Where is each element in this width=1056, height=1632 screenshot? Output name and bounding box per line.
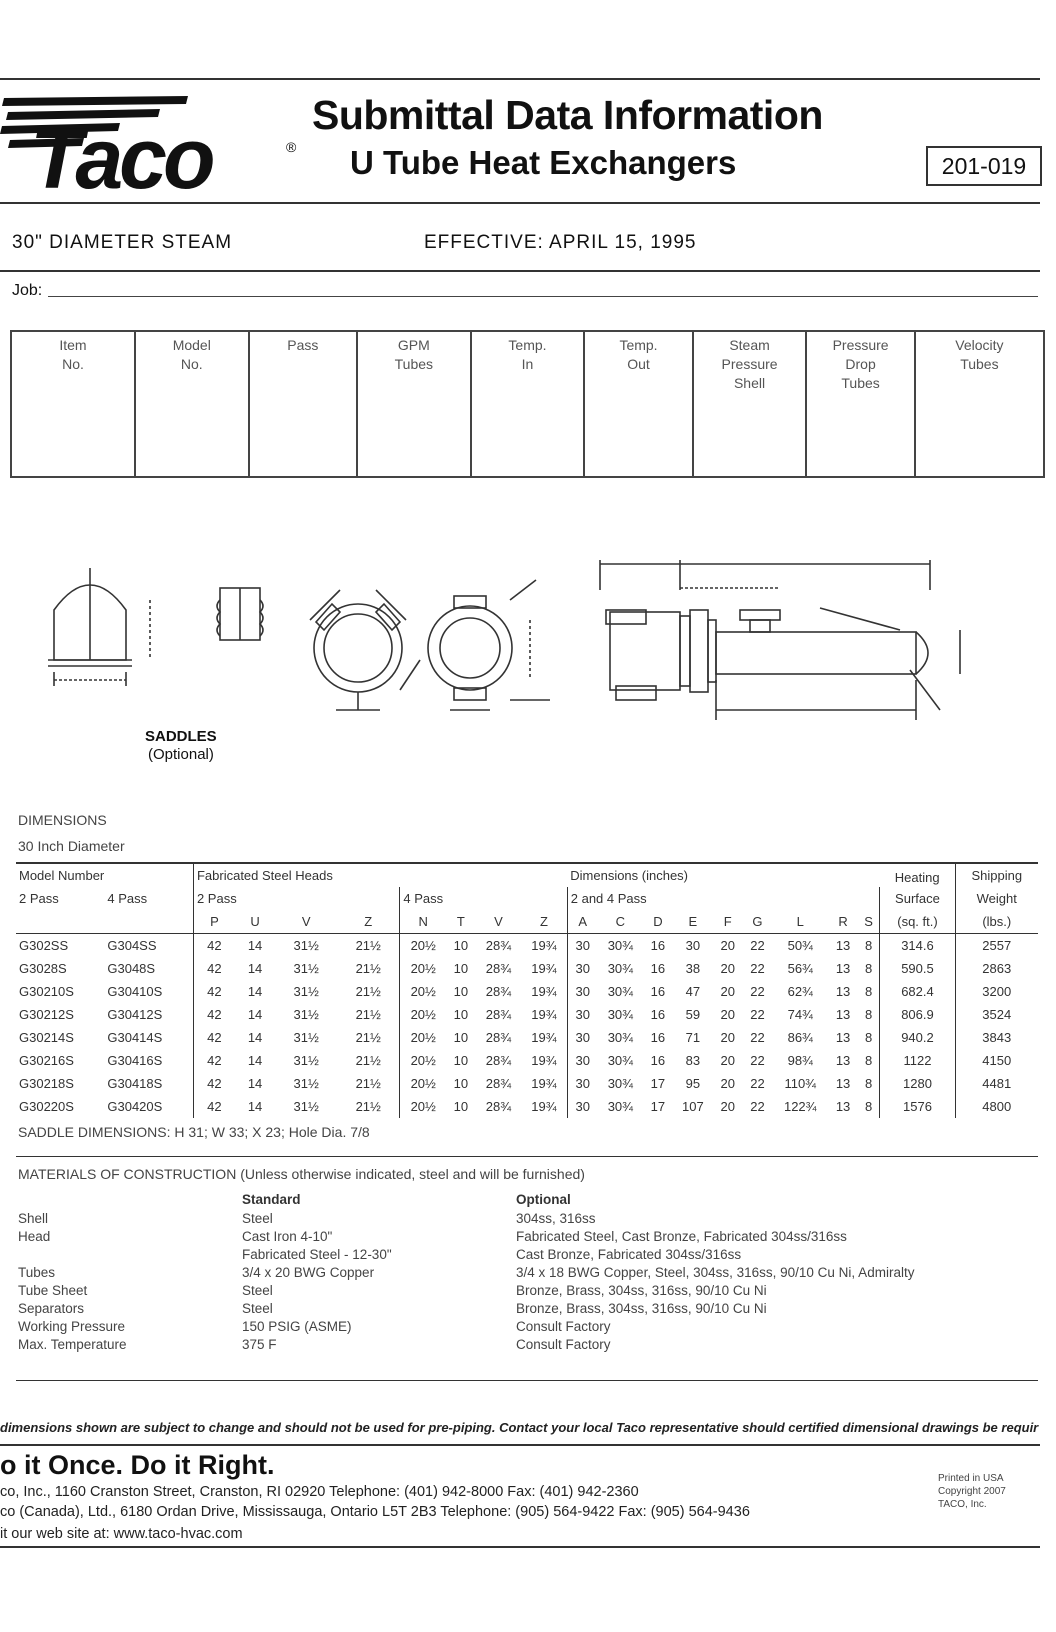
table-cell: 98¾ <box>787 1053 813 1068</box>
table-cell: 20 <box>720 984 735 999</box>
table-row <box>16 1026 1038 1049</box>
materials-standard-item: Steel <box>242 1211 273 1226</box>
effective-date: EFFECTIVE: APRIL 15, 1995 <box>424 232 697 253</box>
col-g: G <box>743 910 773 934</box>
saddle-dimensions: SADDLE DIMENSIONS: H 31; W 33; X 23; Hole Dia. 7/8 <box>18 1124 370 1140</box>
table-cell: 122¾ <box>783 1099 817 1114</box>
materials-standard-item: 150 PSIG (ASME) <box>242 1319 352 1334</box>
table-cell: 16 <box>650 1007 666 1022</box>
table-cell: 14 <box>247 1007 263 1022</box>
table-cell: 2557 <box>982 938 1012 953</box>
materials-labels-item <box>18 1246 127 1264</box>
materials-optional-item: 3/4 x 18 BWG Copper, Steel, 304ss, 316ss, 90/10 Cu Ni, Admiralty <box>516 1265 915 1280</box>
col-c: C <box>598 910 643 934</box>
hdr-model-number: Model Number <box>16 863 193 887</box>
col-item-no[interactable]: Item No. <box>11 331 135 477</box>
table-cell: G304SS <box>104 934 193 958</box>
website-link[interactable]: it our web site at: www.taco-hvac.com <box>0 1526 243 1542</box>
materials-optional <box>516 1210 914 1354</box>
materials-labels-item: Separators <box>18 1301 85 1316</box>
table-cell: 30 <box>575 1053 590 1068</box>
header-rule <box>0 202 1040 204</box>
col-z2: Z <box>521 910 567 934</box>
col-p: P <box>193 910 234 934</box>
table-cell: 31½ <box>293 1053 319 1068</box>
table-cell: G30420S <box>104 1095 193 1118</box>
materials-optional-header: Optional <box>516 1192 571 1207</box>
table-cell: G30212S <box>19 1007 74 1022</box>
hdr-weight: Weight <box>976 891 1017 906</box>
table-cell: 8 <box>858 1049 880 1072</box>
table-cell: 14 <box>247 1099 263 1114</box>
materials-optional-item: Cast Bronze, Fabricated 304ss/316ss <box>516 1247 742 1262</box>
table-cell: 19¾ <box>521 934 567 958</box>
materials-standard-item: 3/4 x 20 BWG Copper <box>242 1265 375 1280</box>
table-cell: 21½ <box>337 1026 400 1049</box>
table-cell: 10 <box>453 1099 469 1114</box>
table-cell: 22 <box>750 961 765 976</box>
table-cell: 8 <box>858 934 880 958</box>
materials-optional-item: 304ss, 316ss <box>516 1211 596 1226</box>
col-u: U <box>235 910 275 934</box>
table-cell: 10 <box>453 984 469 999</box>
table-cell: 20½ <box>410 1053 436 1068</box>
table-cell: 59 <box>685 1007 701 1022</box>
document-number: 201-019 <box>926 146 1042 186</box>
materials-labels-item: Tubes <box>18 1265 56 1280</box>
table-cell: 42 <box>207 1076 222 1091</box>
slogan: o it Once. Do it Right. <box>0 1450 275 1480</box>
table-cell: 20½ <box>410 1076 436 1091</box>
table-cell: 31½ <box>293 938 319 953</box>
table-row <box>16 934 1038 958</box>
page-title: Submittal Data Information <box>312 92 823 138</box>
table-cell: 590.5 <box>880 957 955 980</box>
table-cell: 62¾ <box>787 984 813 999</box>
hdr-surface: Surface <box>880 887 955 910</box>
materials-title: MATERIALS OF CONSTRUCTION (Unless otherwise indicated, steel and will be furnished) <box>18 1166 585 1182</box>
table-cell: 56¾ <box>787 961 813 976</box>
saddles-label: SADDLES <box>145 728 217 745</box>
table-cell: 30 <box>575 1076 590 1091</box>
table-cell: 16 <box>650 1053 666 1068</box>
table-cell: 50¾ <box>787 938 813 953</box>
table-cell: 28¾ <box>485 1099 512 1114</box>
shell-end-view <box>428 580 550 710</box>
table-cell: 30¾ <box>607 1099 634 1114</box>
table-cell: 13 <box>835 1099 851 1114</box>
table-cell: 16 <box>650 961 666 976</box>
table-cell: 13 <box>835 961 851 976</box>
materials-labels-item: Tube Sheet <box>18 1283 88 1298</box>
table-cell: 19¾ <box>521 1072 567 1095</box>
table-cell: 28¾ <box>485 938 512 953</box>
table-cell: 21½ <box>337 1049 400 1072</box>
table-cell: 13 <box>835 1030 851 1045</box>
table-cell: 21½ <box>337 980 400 1003</box>
disclaimer: dimensions shown are subject to change and should not be used for pre-piping. Contact your local Taco representative should certified dimensional drawings be requir <box>0 1420 1039 1435</box>
col-temp-out[interactable]: Temp. Out <box>584 331 692 477</box>
table-cell: 20 <box>720 1076 735 1091</box>
table-cell: 14 <box>247 1076 263 1091</box>
submittal-table <box>10 330 1045 478</box>
header-rule-2 <box>0 270 1040 272</box>
table-cell: 30 <box>575 1099 590 1114</box>
hdr-heating: Heating <box>880 863 955 887</box>
top-rule <box>0 78 1040 80</box>
dimensions-title: DIMENSIONS <box>18 812 107 828</box>
table-cell: 8 <box>858 1026 880 1049</box>
table-cell: 17 <box>650 1076 666 1091</box>
materials-optional-item: Bronze, Brass, 304ss, 316ss, 90/10 Cu Ni <box>516 1301 767 1316</box>
hdr-two-pass: 2 Pass <box>19 891 59 906</box>
materials-labels-item: Shell <box>18 1211 49 1226</box>
table-cell: 20 <box>720 938 735 953</box>
table-cell: 20 <box>720 1007 735 1022</box>
col-l: L <box>772 910 828 934</box>
table-cell: 28¾ <box>485 984 512 999</box>
col-n: N <box>400 910 446 934</box>
materials-standard-item: 375 F <box>242 1337 277 1352</box>
table-cell: 20 <box>720 1053 735 1068</box>
saddles-optional-note: (Optional) <box>148 746 214 763</box>
job-line[interactable] <box>48 296 1038 297</box>
table-cell: G30218S <box>19 1076 74 1091</box>
table-cell: 8 <box>858 1072 880 1095</box>
table-cell: 19¾ <box>521 1003 567 1026</box>
table-cell: 16 <box>650 1030 666 1045</box>
table-cell: 31½ <box>293 984 319 999</box>
table-cell: 8 <box>858 1095 880 1118</box>
table-cell: 16 <box>650 984 666 999</box>
table-cell: 10 <box>453 1030 469 1045</box>
table-cell: 940.2 <box>880 1026 955 1049</box>
col-model-no[interactable]: Model No. <box>135 331 249 477</box>
col-r: R <box>828 910 858 934</box>
materials-optional-item: Fabricated Steel, Cast Bronze, Fabricated 304ss/316ss <box>516 1229 847 1244</box>
table-cell: 42 <box>207 1099 222 1114</box>
col-gpm-tubes[interactable]: GPM Tubes <box>357 331 471 477</box>
table-cell: G30214S <box>19 1030 74 1045</box>
table-cell: 22 <box>750 984 765 999</box>
table-cell: 42 <box>207 984 222 999</box>
table-cell: 31½ <box>293 1030 319 1045</box>
table-cell: 8 <box>858 1003 880 1026</box>
materials-labels-item: Working Pressure <box>18 1319 126 1334</box>
table-cell: 19¾ <box>521 980 567 1003</box>
table-cell: G30410S <box>104 980 193 1003</box>
col-s: S <box>858 910 880 934</box>
materials-optional-item: Consult Factory <box>516 1337 611 1352</box>
table-cell: 30 <box>575 1007 590 1022</box>
table-cell: G30220S <box>19 1099 74 1114</box>
materials-labels-item: Head <box>18 1229 51 1244</box>
table-cell: 28¾ <box>485 1076 512 1091</box>
table-cell: 4800 <box>982 1099 1012 1114</box>
materials-bottom-rule <box>16 1380 1038 1381</box>
materials-standard-item: Cast Iron 4-10" <box>242 1229 333 1244</box>
table-cell: 95 <box>685 1076 701 1091</box>
table-cell: G30210S <box>19 984 74 999</box>
saddle-side-view <box>217 588 263 640</box>
table-row <box>16 1003 1038 1026</box>
col-velocity[interactable]: Velocity Tubes <box>915 331 1044 477</box>
table-cell: 14 <box>247 1030 263 1045</box>
table-cell: G302SS <box>19 938 69 953</box>
table-cell: 42 <box>207 1007 222 1022</box>
table-cell: G3028S <box>19 961 67 976</box>
col-v2: V <box>476 910 521 934</box>
table-cell: 71 <box>685 1030 701 1045</box>
table-cell: 31½ <box>293 1007 319 1022</box>
table-cell: 31½ <box>293 1076 319 1091</box>
table-row <box>16 957 1038 980</box>
unit-weight: (lbs.) <box>955 910 1038 934</box>
table-cell: 20½ <box>410 1099 436 1114</box>
table-cell: 42 <box>207 938 222 953</box>
page-subtitle: U Tube Heat Exchangers <box>350 144 737 181</box>
table-cell: 30¾ <box>607 961 634 976</box>
table-cell: 3200 <box>982 984 1012 999</box>
table-cell: 14 <box>247 961 263 976</box>
footer-rule <box>0 1444 1040 1446</box>
printed-info: Printed in USA Copyright 2007 TACO, Inc. <box>938 1473 1006 1510</box>
materials-rule <box>16 1156 1038 1157</box>
table-cell: 31½ <box>293 1099 319 1114</box>
table-row <box>16 1072 1038 1095</box>
table-cell: 1280 <box>880 1072 955 1095</box>
table-cell: 20½ <box>410 984 436 999</box>
table-cell: 30 <box>575 938 590 953</box>
table-cell: G30414S <box>104 1026 193 1049</box>
table-cell: G3048S <box>104 957 193 980</box>
table-cell: 30¾ <box>607 938 634 953</box>
table-cell: 13 <box>835 1007 851 1022</box>
materials-standard <box>242 1210 392 1354</box>
hdr-four-pass: 4 Pass <box>104 887 193 910</box>
table-cell: 107 <box>681 1099 704 1114</box>
table-cell: 19¾ <box>521 1049 567 1072</box>
table-cell: 10 <box>453 938 469 953</box>
col-temp-in[interactable]: Temp. In <box>471 331 585 477</box>
table-cell: 83 <box>685 1053 701 1068</box>
table-cell: 19¾ <box>521 1026 567 1049</box>
table-cell: 30¾ <box>607 984 634 999</box>
table-cell: 20 <box>720 1099 735 1114</box>
table-cell: 21½ <box>337 957 400 980</box>
hdr-fabricated: Fabricated Steel Heads <box>193 863 399 887</box>
address-canada: co (Canada), Ltd., 6180 Ordan Drive, Mississauga, Ontario L5T 2B3 Telephone: (905) 564-9422 Fax: (905) 564-9436 <box>0 1504 750 1520</box>
table-cell: 2863 <box>982 961 1012 976</box>
col-pressure-drop[interactable]: Pressure Drop Tubes <box>806 331 914 477</box>
dimensions-table <box>16 862 1038 1118</box>
table-cell: 30 <box>575 1030 590 1045</box>
table-cell: 20½ <box>410 938 436 953</box>
table-cell: 10 <box>453 1076 469 1091</box>
table-cell: 28¾ <box>485 1053 512 1068</box>
table-cell: G30412S <box>104 1003 193 1026</box>
table-cell: 20½ <box>410 961 436 976</box>
materials-standard-item: Steel <box>242 1301 273 1316</box>
table-cell: 3843 <box>982 1030 1012 1045</box>
table-cell: G30418S <box>104 1072 193 1095</box>
hdr-fab-four-pass: 4 Pass <box>400 887 567 910</box>
table-cell: 10 <box>453 961 469 976</box>
table-cell: 22 <box>750 1053 765 1068</box>
table-cell: 19¾ <box>521 1095 567 1118</box>
materials-optional-item: Consult Factory <box>516 1319 611 1334</box>
table-cell: 682.4 <box>880 980 955 1003</box>
materials-optional-item: Bronze, Brass, 304ss, 316ss, 90/10 Cu Ni <box>516 1283 767 1298</box>
table-cell: 14 <box>247 1053 263 1068</box>
table-cell: 110¾ <box>784 1076 817 1091</box>
table-cell: 38 <box>685 961 701 976</box>
table-cell: 30 <box>575 984 590 999</box>
table-cell: 86¾ <box>787 1030 813 1045</box>
table-cell: 22 <box>750 1076 765 1091</box>
table-cell: 20 <box>720 1030 735 1045</box>
col-d: D <box>643 910 673 934</box>
table-cell: 1122 <box>880 1049 955 1072</box>
hdr-two-and-four: 2 and 4 Pass <box>567 887 880 910</box>
hdr-dimensions: Dimensions (inches) <box>567 863 880 887</box>
side-elevation-view <box>600 560 960 720</box>
address-us: co, Inc., 1160 Cranston Street, Cranston, RI 02920 Telephone: (401) 942-8000 Fax: (401) 942-2360 <box>0 1484 639 1500</box>
table-cell: 30¾ <box>607 1053 634 1068</box>
table-cell: 20½ <box>410 1030 436 1045</box>
table-cell: 21½ <box>337 1003 400 1026</box>
table-row <box>16 1095 1038 1118</box>
table-cell: G30216S <box>19 1053 74 1068</box>
svg-text:Taco: Taco <box>30 111 212 202</box>
table-cell: 14 <box>247 938 263 953</box>
table-cell: G30416S <box>104 1049 193 1072</box>
saddle-front-view <box>48 568 150 686</box>
table-cell: 13 <box>835 984 851 999</box>
col-v: V <box>275 910 337 934</box>
table-cell: 10 <box>453 1007 469 1022</box>
table-cell: 14 <box>247 984 263 999</box>
table-cell: 20½ <box>410 1007 436 1022</box>
dimensions-subtitle: 30 Inch Diameter <box>18 838 125 854</box>
table-cell: 47 <box>685 984 701 999</box>
col-pass[interactable]: Pass <box>249 331 357 477</box>
table-cell: 42 <box>207 961 222 976</box>
table-cell: 8 <box>858 980 880 1003</box>
table-cell: 31½ <box>293 961 319 976</box>
table-cell: 22 <box>750 1099 765 1114</box>
table-cell: 30¾ <box>607 1007 634 1022</box>
table-cell: 30¾ <box>607 1076 634 1091</box>
col-f: F <box>713 910 743 934</box>
hdr-fab-two-pass: 2 Pass <box>193 887 399 910</box>
col-t: T <box>446 910 476 934</box>
table-cell: 10 <box>453 1053 469 1068</box>
table-cell: 30 <box>685 938 701 953</box>
table-cell: 314.6 <box>880 934 955 958</box>
table-cell: 13 <box>835 1076 851 1091</box>
job-label: Job: <box>12 282 43 299</box>
svg-text:®: ® <box>286 139 297 155</box>
table-cell: 42 <box>207 1053 222 1068</box>
head-end-view <box>310 590 420 710</box>
table-cell: 19¾ <box>521 957 567 980</box>
table-cell: 17 <box>650 1099 666 1114</box>
table-cell: 806.9 <box>880 1003 955 1026</box>
table-cell: 21½ <box>337 1095 400 1118</box>
materials-labels <box>18 1210 127 1354</box>
table-cell: 74¾ <box>787 1007 813 1022</box>
table-cell: 28¾ <box>485 1030 512 1045</box>
materials-standard-item: Steel <box>242 1283 273 1298</box>
table-cell: 20 <box>720 961 735 976</box>
hdr-shipping: Shipping <box>955 863 1038 887</box>
unit-surface: (sq. ft.) <box>880 910 955 934</box>
table-cell: 8 <box>858 957 880 980</box>
table-cell: 42 <box>207 1030 222 1045</box>
materials-standard-header: Standard <box>242 1192 301 1207</box>
table-cell: 28¾ <box>485 1007 512 1022</box>
diameter-label: 30" DIAMETER STEAM <box>12 232 233 253</box>
table-cell: 22 <box>750 938 765 953</box>
table-cell: 28¾ <box>485 961 512 976</box>
table-cell: 30 <box>575 961 590 976</box>
table-cell: 13 <box>835 938 851 953</box>
table-row <box>16 1049 1038 1072</box>
table-cell: 3524 <box>982 1007 1012 1022</box>
table-cell: 30¾ <box>607 1030 634 1045</box>
col-e: E <box>673 910 713 934</box>
materials-standard-item: Fabricated Steel - 12-30" <box>242 1247 392 1262</box>
table-cell: 22 <box>750 1030 765 1045</box>
bottom-rule <box>0 1546 1040 1548</box>
table-cell: 21½ <box>337 934 400 958</box>
materials-labels-item: Max. Temperature <box>18 1337 127 1352</box>
col-a: A <box>567 910 597 934</box>
table-cell: 16 <box>650 938 666 953</box>
table-cell: 1576 <box>880 1095 955 1118</box>
table-cell: 21½ <box>337 1072 400 1095</box>
taco-logo <box>0 92 310 202</box>
col-z: Z <box>337 910 400 934</box>
table-cell: 13 <box>835 1053 851 1068</box>
table-cell: 4150 <box>982 1053 1012 1068</box>
table-cell: 22 <box>750 1007 765 1022</box>
col-steam-pressure[interactable]: Steam Pressure Shell <box>693 331 807 477</box>
table-cell: 4481 <box>982 1076 1012 1091</box>
table-row <box>16 980 1038 1003</box>
